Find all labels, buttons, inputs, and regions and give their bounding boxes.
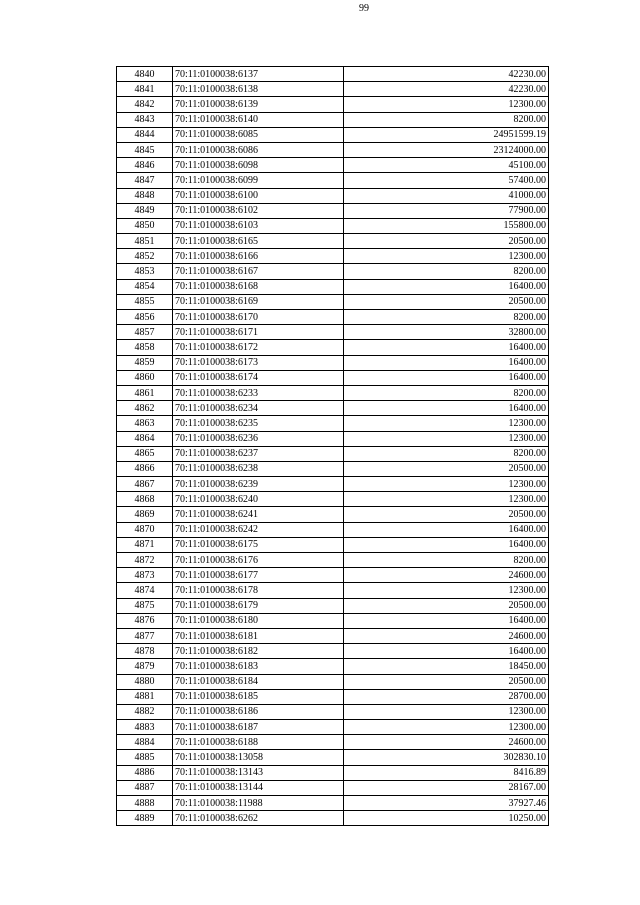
row-number-cell: 4883 xyxy=(117,720,173,735)
row-number-cell: 4850 xyxy=(117,218,173,233)
value-cell: 8200.00 xyxy=(344,112,549,127)
table-row xyxy=(117,401,549,416)
value-cell: 37927.46 xyxy=(344,796,549,811)
table-row xyxy=(117,720,549,735)
row-number-cell: 4842 xyxy=(117,97,173,112)
row-number-cell: 4884 xyxy=(117,735,173,750)
table-row xyxy=(117,310,549,325)
table-row xyxy=(117,492,549,507)
row-number-cell: 4843 xyxy=(117,112,173,127)
table-row xyxy=(117,568,549,583)
cadastral-value-table xyxy=(116,66,549,826)
value-cell: 12300.00 xyxy=(344,97,549,112)
row-number-cell: 4873 xyxy=(117,568,173,583)
cadastral-number-cell: 70:11:0100038:6240 xyxy=(173,492,344,507)
cadastral-number-cell: 70:11:0100038:6166 xyxy=(173,249,344,264)
row-number-cell: 4882 xyxy=(117,704,173,719)
row-number-cell: 4846 xyxy=(117,158,173,173)
row-number-cell: 4861 xyxy=(117,385,173,400)
row-number-cell: 4860 xyxy=(117,370,173,385)
value-cell: 20500.00 xyxy=(344,674,549,689)
cadastral-number-cell: 70:11:0100038:6103 xyxy=(173,218,344,233)
row-number-cell: 4864 xyxy=(117,431,173,446)
value-cell: 18450.00 xyxy=(344,659,549,674)
cadastral-number-cell: 70:11:0100038:6172 xyxy=(173,340,344,355)
value-cell: 8416.89 xyxy=(344,765,549,780)
table-row xyxy=(117,689,549,704)
page-number: 99 xyxy=(359,3,369,14)
value-cell: 24600.00 xyxy=(344,568,549,583)
row-number-cell: 4868 xyxy=(117,492,173,507)
value-cell: 20500.00 xyxy=(344,294,549,309)
value-cell: 8200.00 xyxy=(344,385,549,400)
row-number-cell: 4851 xyxy=(117,234,173,249)
cadastral-number-cell: 70:11:0100038:6185 xyxy=(173,689,344,704)
cadastral-number-cell: 70:11:0100038:6139 xyxy=(173,97,344,112)
table-row xyxy=(117,158,549,173)
row-number-cell: 4871 xyxy=(117,537,173,552)
value-cell: 16400.00 xyxy=(344,401,549,416)
table-row xyxy=(117,765,549,780)
value-cell: 42230.00 xyxy=(344,82,549,97)
value-cell: 20500.00 xyxy=(344,598,549,613)
cadastral-number-cell: 70:11:0100038:6167 xyxy=(173,264,344,279)
cadastral-number-cell: 70:11:0100038:6170 xyxy=(173,310,344,325)
table-row xyxy=(117,249,549,264)
table-row xyxy=(117,796,549,811)
table-row xyxy=(117,188,549,203)
value-cell: 12300.00 xyxy=(344,249,549,264)
cadastral-number-cell: 70:11:0100038:6102 xyxy=(173,203,344,218)
cadastral-number-cell: 70:11:0100038:6183 xyxy=(173,659,344,674)
table-row xyxy=(117,82,549,97)
cadastral-number-cell: 70:11:0100038:6165 xyxy=(173,234,344,249)
cadastral-number-cell: 70:11:0100038:6140 xyxy=(173,112,344,127)
row-number-cell: 4847 xyxy=(117,173,173,188)
cadastral-number-cell: 70:11:0100038:6177 xyxy=(173,568,344,583)
row-number-cell: 4886 xyxy=(117,765,173,780)
table-row xyxy=(117,750,549,765)
value-cell: 28167.00 xyxy=(344,780,549,795)
row-number-cell: 4881 xyxy=(117,689,173,704)
value-cell: 12300.00 xyxy=(344,477,549,492)
cadastral-number-cell: 70:11:0100038:6098 xyxy=(173,158,344,173)
cadastral-number-cell: 70:11:0100038:6180 xyxy=(173,613,344,628)
cadastral-number-cell: 70:11:0100038:6178 xyxy=(173,583,344,598)
cadastral-number-cell: 70:11:0100038:6138 xyxy=(173,82,344,97)
table-row xyxy=(117,811,549,826)
value-cell: 12300.00 xyxy=(344,720,549,735)
cadastral-number-cell: 70:11:0100038:6186 xyxy=(173,704,344,719)
value-cell: 155800.00 xyxy=(344,218,549,233)
value-cell: 20500.00 xyxy=(344,234,549,249)
table-row xyxy=(117,294,549,309)
cadastral-number-cell: 70:11:0100038:6174 xyxy=(173,370,344,385)
cadastral-number-cell: 70:11:0100038:6182 xyxy=(173,644,344,659)
row-number-cell: 4888 xyxy=(117,796,173,811)
cadastral-number-cell: 70:11:0100038:6176 xyxy=(173,553,344,568)
cadastral-number-cell: 70:11:0100038:6235 xyxy=(173,416,344,431)
row-number-cell: 4866 xyxy=(117,461,173,476)
table-row xyxy=(117,537,549,552)
row-number-cell: 4858 xyxy=(117,340,173,355)
table-row xyxy=(117,477,549,492)
row-number-cell: 4867 xyxy=(117,477,173,492)
value-cell: 16400.00 xyxy=(344,613,549,628)
cadastral-number-cell: 70:11:0100038:6241 xyxy=(173,507,344,522)
row-number-cell: 4877 xyxy=(117,628,173,643)
value-cell: 12300.00 xyxy=(344,583,549,598)
value-cell: 12300.00 xyxy=(344,704,549,719)
value-cell: 8200.00 xyxy=(344,264,549,279)
table-row xyxy=(117,264,549,279)
table-row xyxy=(117,704,549,719)
cadastral-number-cell: 70:11:0100038:6236 xyxy=(173,431,344,446)
cadastral-number-cell: 70:11:0100038:6168 xyxy=(173,279,344,294)
row-number-cell: 4869 xyxy=(117,507,173,522)
row-number-cell: 4878 xyxy=(117,644,173,659)
value-cell: 24600.00 xyxy=(344,735,549,750)
value-cell: 24951599.19 xyxy=(344,127,549,142)
table-row xyxy=(117,446,549,461)
cadastral-number-cell: 70:11:0100038:6181 xyxy=(173,628,344,643)
row-number-cell: 4852 xyxy=(117,249,173,264)
cadastral-number-cell: 70:11:0100038:6175 xyxy=(173,537,344,552)
value-cell: 12300.00 xyxy=(344,492,549,507)
value-cell: 45100.00 xyxy=(344,158,549,173)
value-cell: 8200.00 xyxy=(344,446,549,461)
cadastral-number-cell: 70:11:0100038:6238 xyxy=(173,461,344,476)
table-row xyxy=(117,173,549,188)
value-cell: 8200.00 xyxy=(344,310,549,325)
row-number-cell: 4885 xyxy=(117,750,173,765)
value-cell: 16400.00 xyxy=(344,279,549,294)
row-number-cell: 4870 xyxy=(117,522,173,537)
table-row xyxy=(117,112,549,127)
cadastral-number-cell: 70:11:0100038:13144 xyxy=(173,780,344,795)
cadastral-number-cell: 70:11:0100038:6099 xyxy=(173,173,344,188)
table-row xyxy=(117,522,549,537)
value-cell: 23124000.00 xyxy=(344,142,549,157)
row-number-cell: 4848 xyxy=(117,188,173,203)
cadastral-number-cell: 70:11:0100038:6233 xyxy=(173,385,344,400)
row-number-cell: 4844 xyxy=(117,127,173,142)
value-cell: 24600.00 xyxy=(344,628,549,643)
table-row xyxy=(117,370,549,385)
cadastral-number-cell: 70:11:0100038:6242 xyxy=(173,522,344,537)
table-row xyxy=(117,203,549,218)
value-cell: 8200.00 xyxy=(344,553,549,568)
cadastral-number-cell: 70:11:0100038:6187 xyxy=(173,720,344,735)
table-row xyxy=(117,598,549,613)
table-row xyxy=(117,628,549,643)
table-row xyxy=(117,644,549,659)
table-row xyxy=(117,325,549,340)
table-row xyxy=(117,659,549,674)
table-row xyxy=(117,385,549,400)
cadastral-number-cell: 70:11:0100038:6173 xyxy=(173,355,344,370)
row-number-cell: 4857 xyxy=(117,325,173,340)
table-row xyxy=(117,355,549,370)
value-cell: 20500.00 xyxy=(344,461,549,476)
row-number-cell: 4855 xyxy=(117,294,173,309)
value-cell: 16400.00 xyxy=(344,537,549,552)
cadastral-number-cell: 70:11:0100038:6169 xyxy=(173,294,344,309)
row-number-cell: 4874 xyxy=(117,583,173,598)
value-cell: 57400.00 xyxy=(344,173,549,188)
cadastral-number-cell: 70:11:0100038:6234 xyxy=(173,401,344,416)
value-cell: 16400.00 xyxy=(344,522,549,537)
table-row xyxy=(117,142,549,157)
cadastral-number-cell: 70:11:0100038:6262 xyxy=(173,811,344,826)
value-cell: 12300.00 xyxy=(344,431,549,446)
table-row xyxy=(117,67,549,82)
value-cell: 77900.00 xyxy=(344,203,549,218)
value-cell: 12300.00 xyxy=(344,416,549,431)
table-row xyxy=(117,416,549,431)
cadastral-number-cell: 70:11:0100038:6239 xyxy=(173,477,344,492)
cadastral-number-cell: 70:11:0100038:13058 xyxy=(173,750,344,765)
table-row xyxy=(117,674,549,689)
row-number-cell: 4880 xyxy=(117,674,173,689)
table-row xyxy=(117,613,549,628)
row-number-cell: 4862 xyxy=(117,401,173,416)
row-number-cell: 4854 xyxy=(117,279,173,294)
table-row xyxy=(117,780,549,795)
cadastral-number-cell: 70:11:0100038:6137 xyxy=(173,67,344,82)
table-row xyxy=(117,127,549,142)
cadastral-number-cell: 70:11:0100038:6086 xyxy=(173,142,344,157)
cadastral-number-cell: 70:11:0100038:6100 xyxy=(173,188,344,203)
table-row xyxy=(117,735,549,750)
table-row xyxy=(117,218,549,233)
row-number-cell: 4872 xyxy=(117,553,173,568)
value-cell: 28700.00 xyxy=(344,689,549,704)
value-cell: 10250.00 xyxy=(344,811,549,826)
cadastral-number-cell: 70:11:0100038:13143 xyxy=(173,765,344,780)
value-cell: 16400.00 xyxy=(344,644,549,659)
row-number-cell: 4863 xyxy=(117,416,173,431)
table-body xyxy=(117,67,549,826)
row-number-cell: 4887 xyxy=(117,780,173,795)
table-row xyxy=(117,431,549,446)
row-number-cell: 4849 xyxy=(117,203,173,218)
row-number-cell: 4865 xyxy=(117,446,173,461)
cadastral-number-cell: 70:11:0100038:6179 xyxy=(173,598,344,613)
table-row xyxy=(117,507,549,522)
value-cell: 16400.00 xyxy=(344,340,549,355)
cadastral-number-cell: 70:11:0100038:6184 xyxy=(173,674,344,689)
row-number-cell: 4845 xyxy=(117,142,173,157)
value-cell: 302830.10 xyxy=(344,750,549,765)
row-number-cell: 4841 xyxy=(117,82,173,97)
table-row xyxy=(117,234,549,249)
table-row xyxy=(117,340,549,355)
value-cell: 20500.00 xyxy=(344,507,549,522)
row-number-cell: 4840 xyxy=(117,67,173,82)
cadastral-number-cell: 70:11:0100038:6085 xyxy=(173,127,344,142)
table-row xyxy=(117,461,549,476)
cadastral-number-cell: 70:11:0100038:6188 xyxy=(173,735,344,750)
row-number-cell: 4856 xyxy=(117,310,173,325)
value-cell: 42230.00 xyxy=(344,67,549,82)
value-cell: 16400.00 xyxy=(344,355,549,370)
table-row xyxy=(117,97,549,112)
table-row xyxy=(117,279,549,294)
cadastral-number-cell: 70:11:0100038:6237 xyxy=(173,446,344,461)
table-row xyxy=(117,553,549,568)
row-number-cell: 4889 xyxy=(117,811,173,826)
cadastral-number-cell: 70:11:0100038:11988 xyxy=(173,796,344,811)
row-number-cell: 4859 xyxy=(117,355,173,370)
row-number-cell: 4875 xyxy=(117,598,173,613)
cadastral-number-cell: 70:11:0100038:6171 xyxy=(173,325,344,340)
value-cell: 41000.00 xyxy=(344,188,549,203)
row-number-cell: 4853 xyxy=(117,264,173,279)
row-number-cell: 4876 xyxy=(117,613,173,628)
table-row xyxy=(117,583,549,598)
value-cell: 32800.00 xyxy=(344,325,549,340)
row-number-cell: 4879 xyxy=(117,659,173,674)
value-cell: 16400.00 xyxy=(344,370,549,385)
